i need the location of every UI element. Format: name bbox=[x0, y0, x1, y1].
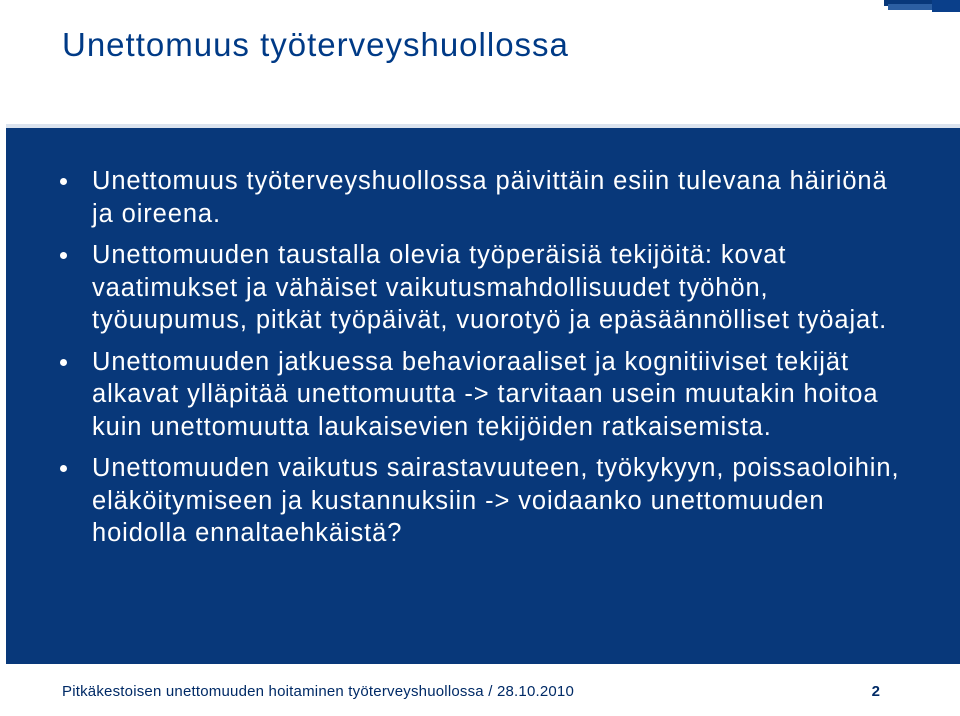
slide-footer: Pitkäkestoisen unettomuuden hoitaminen työterveyshuollossa / 28.10.2010 bbox=[62, 683, 575, 700]
bullet-item bbox=[56, 165, 916, 230]
bullet-list bbox=[56, 165, 916, 559]
bullet-text: Unettomuuden taustalla olevia työperäisiä tekijöitä: kovat vaatimukset ja vähäiset vaikutusmahdollisuudet työhön, työuupumus, pitkät työpäivät, vuorotyö ja epäsäännölliset työajat. bbox=[92, 241, 888, 334]
bullet-item bbox=[56, 452, 916, 550]
bullet-icon bbox=[60, 465, 67, 472]
bullet-item bbox=[56, 346, 916, 444]
page-number: 2 bbox=[871, 683, 880, 700]
bullet-icon bbox=[60, 359, 67, 366]
bullet-text: Unettomuuden jatkuessa behavioraaliset ja kognitiiviset tekijät alkavat ylläpitää unettomuutta -> tarvitaan usein muutakin hoitoa kuin unettomuutta laukaisevien tekijöiden ratkaisemista. bbox=[92, 347, 879, 441]
corner-decoration-block bbox=[932, 0, 960, 12]
bullet-text: Unettomuuden vaikutus sairastavuuteen, työkykyyn, poissaoloihin, eläköitymiseen ja kustannuksiin -> voidaanko unettomuuden hoidolla ennaltaehkäistä? bbox=[92, 454, 900, 547]
bullet-icon bbox=[60, 252, 67, 259]
bullet-item bbox=[56, 239, 916, 337]
bullet-icon bbox=[60, 178, 67, 185]
bullet-text: Unettomuus työterveyshuollossa päivittäin esiin tulevana häiriönä ja oireena. bbox=[92, 167, 888, 228]
slide-title: Unettomuus työterveyshuollossa bbox=[62, 26, 569, 63]
